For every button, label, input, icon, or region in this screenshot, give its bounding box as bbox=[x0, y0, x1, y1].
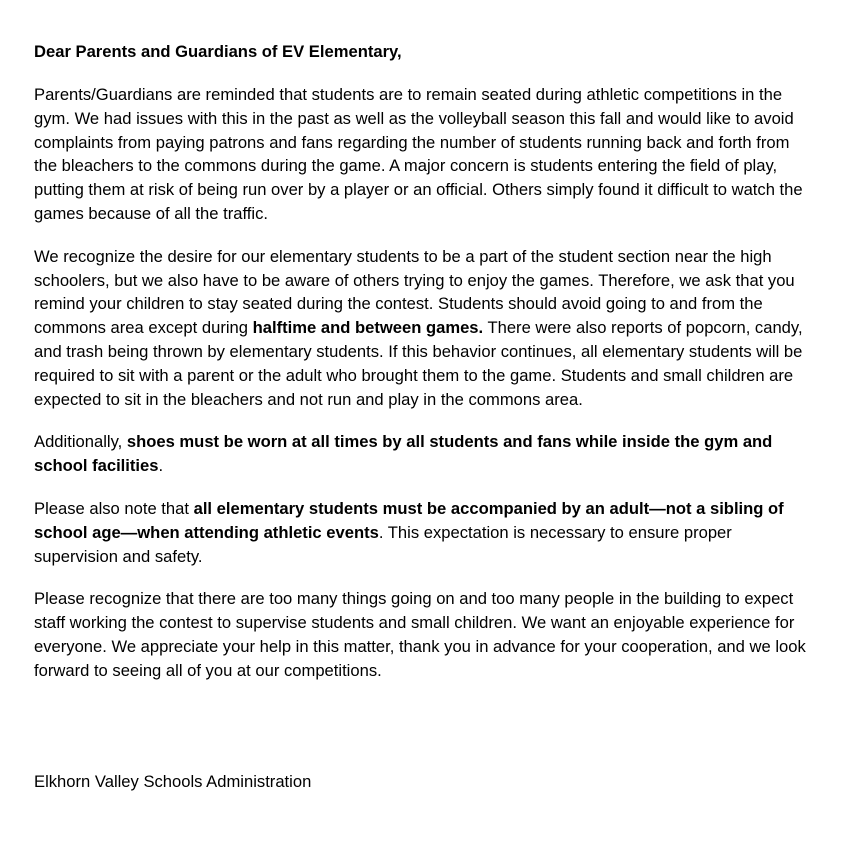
emphasis-shoes: shoes must be worn at all times by all students and fans while inside the gym and school facilities bbox=[34, 432, 773, 476]
letter-signature: Elkhorn Valley Schools Administration bbox=[34, 772, 312, 791]
paragraph-text: Please also note that bbox=[34, 498, 194, 518]
paragraph-closing: Please recognize that there are too many things going on and too many people in the building to expect staff working the contest to supervise students and small children. We want an enjoyable experience for everyone. We appreciate your help in this matter, thank you in advance for your cooperation, and we look forward to seeing all of you at our competitions. bbox=[34, 589, 806, 680]
paragraph-text: . bbox=[158, 456, 164, 476]
paragraph-seating-reminder: Parents/Guardians are reminded that students are to remain seated during athletic competitions in the gym. We had issues with this in the past as well as the volleyball season this fall and would like to avoid complaints from paying patrons and fans regarding the number of students running back and forth from the bleachers to the commons during the game. A major concern is students entering the field of play, putting them at risk of being run over by a player or an official. Others simply found it difficult to watch the games because of all the traffic. bbox=[34, 85, 803, 223]
paragraph-text: There were also reports of popcorn, candy, and trash being thrown by elementary students. If this behavior continues, all elementary students will be required to sit with a parent or the adult who brought them to the game. Students and small children are expected to sit in the bleachers and not run and play in the commons area. bbox=[34, 318, 803, 409]
paragraph-text: We recognize the desire for our elementary students to be a part of the student section near the high schoolers, but we also have to be aware of others trying to enjoy the games. Therefore, we ask that you remind your children to stay seated during the contest. Students should avoid going to and from the commons area except during bbox=[34, 246, 795, 338]
emphasis-halftime: halftime and between games. bbox=[252, 318, 484, 338]
paragraph-student-section bbox=[34, 245, 814, 412]
letter-greeting: Dear Parents and Guardians of EV Elementary, bbox=[34, 42, 402, 61]
emphasis-adult: all elementary students must be accompanied by an adult—not a sibling of school age—when attending athletic events bbox=[34, 498, 784, 542]
paragraph-adult-accompaniment bbox=[34, 497, 814, 568]
letter-body bbox=[34, 40, 814, 683]
paragraph-shoes bbox=[34, 430, 814, 478]
paragraph-text: Additionally, bbox=[34, 432, 127, 452]
paragraph-text: . This expectation is necessary to ensure proper supervision and safety. bbox=[34, 522, 732, 566]
